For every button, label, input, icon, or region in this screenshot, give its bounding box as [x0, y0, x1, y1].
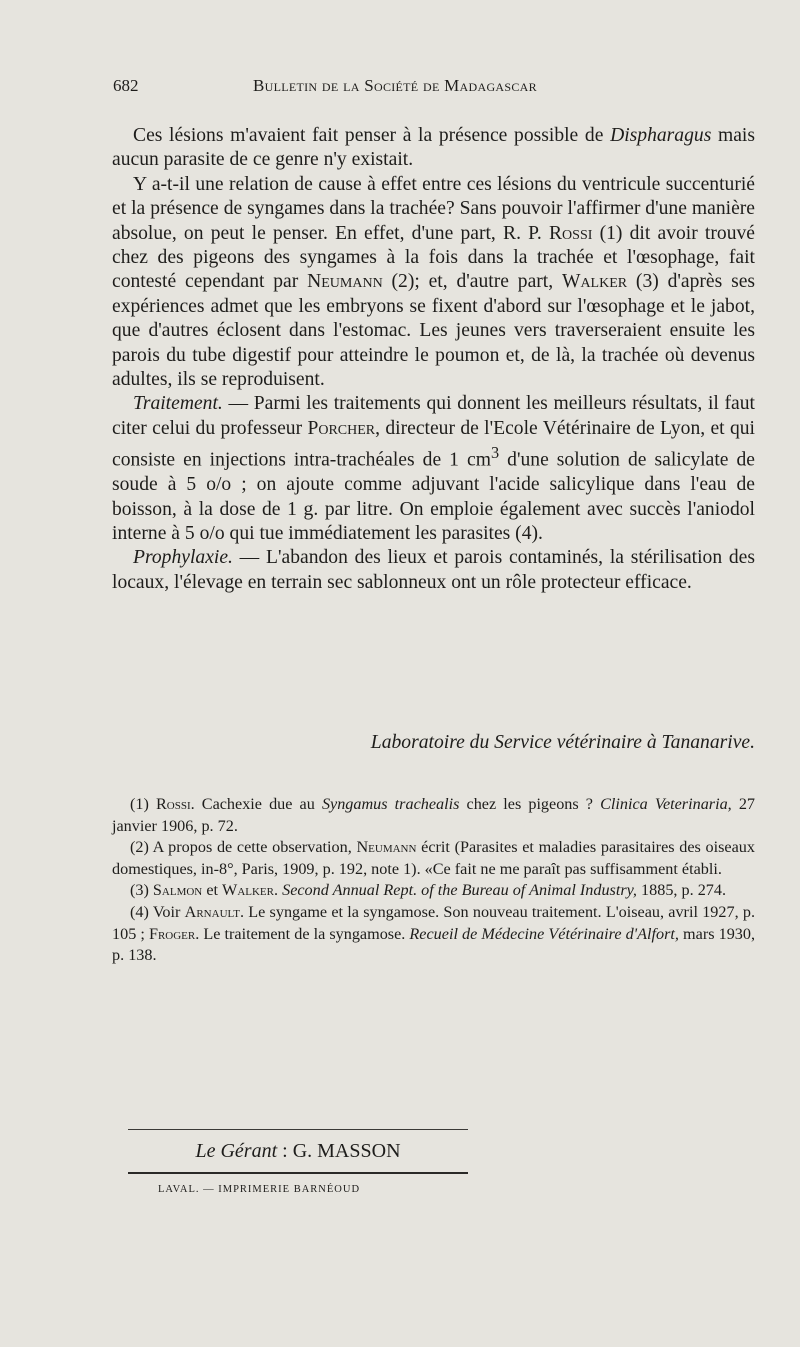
divider-rule: [128, 1129, 468, 1130]
superscript: 3: [490, 443, 500, 463]
section-heading: Prophylaxie.: [133, 547, 233, 569]
footnote: (2) A propos de cette observation, Neumann écrit (Parasites et maladies parasitaires des oiseaux domestiques, in-8°, Paris, 1909, p. 192, note 1). «Ce fait ne me paraît pas suffisamment établi.: [112, 838, 755, 878]
paragraph-relation: Y a-t-il une relation de cause à effet entre ces lésions du ventricule succenturié et la présence de syngames dans la trachée? Sans pouvoir l'affirmer d'une manière absolue, on peut le penser. En effet, d'une part, R. P. Rossi (1) dit avoir trouvé chez des pigeons des syngames à la fois dans la trachée et l'œsophage, fait contesté cependant par Neumann (2); et, d'autre part, Walker (3) d'après ses expériences admet que les embryons se fixent d'abord sur l'œsophage et le jabot, que d'autres éclosent dans l'estomac. Les jeunes vers traverseraient ensuite les parois du tube digestif pour atteindre le poumon et, de là, la trachée où devenus adultes, ils se reproduisent.: [112, 173, 756, 391]
running-title: Bulletin de la Société de Madagascar: [253, 76, 537, 95]
author-name: Neumann: [307, 271, 383, 293]
footnotes: [112, 794, 755, 967]
paragraph-traitement: Traitement. — Parmi les traitements qui donnent les meilleurs résultats, il faut citer celui du professeur Porcher, directeur de l'Ecole Vétérinaire de Lyon, et qui consiste en injections intra-trachéales de 1 $cm^3$ d'une solution de salicylate de soude à 5 o/o ; on ajoute comme adjuvant l'acide salicylique dans l'eau de boisson, à la dose de 1 g. par litre. On emploie également avec succès l'aniodol interne à 5 o/o qui tue immédiatement les parasites (4).: [112, 393, 755, 545]
author-name: Walker: [561, 271, 628, 293]
page-number: 682: [113, 76, 139, 95]
footnote: (1) Rossi. Cachexie due au Syngamus trachealis chez les pigeons ? Clinica Veterinaria, 27 janvier 1906, p. 72.: [112, 795, 756, 835]
gerant-name: G. MASSON: [292, 1140, 401, 1162]
divider-rule: [128, 1172, 468, 1174]
gerant-label: Le Gérant: [195, 1140, 278, 1162]
section-heading: Traitement.: [133, 393, 223, 415]
taxon-name: Dispharagus: [610, 125, 712, 146]
paragraph-prophylaxie: Prophylaxie. — L'abandon des lieux et parois contaminés, la stérilisation des locaux, l'élevage en terrain sec sablonneux ont un rôle protecteur efficace.: [112, 547, 755, 593]
author-name: Porcher: [307, 417, 376, 439]
footnote: (3) Salmon et Walker. Second Annual Rept. of the Bureau of Animal Industry, 1885, p. 274.: [130, 881, 727, 900]
author-name: Rossi: [548, 222, 593, 244]
footnote: (4) Voir Arnault. Le syngame et la syngamose. Son nouveau traitement. L'oiseau, avril 1927, p. 105 ; Froger. Le traitement de la syngamose. Recueil de Médecine Vétérinaire d'Alfort, mars 1930, p. 138.: [112, 902, 756, 965]
printer-imprint: LAVAL. — IMPRIMERIE BARNÉOUD: [158, 1184, 361, 1195]
gerant-line: Le Gérant : G. MASSON: [195, 1140, 401, 1162]
laboratory-signature: Laboratoire du Service vétérinaire à Tananarive.: [370, 732, 755, 753]
article-body: [112, 124, 755, 595]
paragraph-dispharagus: Ces lésions m'avaient fait penser à la présence possible de Dispharagus mais aucun parasite de ce genre n'y existait.: [112, 125, 755, 171]
